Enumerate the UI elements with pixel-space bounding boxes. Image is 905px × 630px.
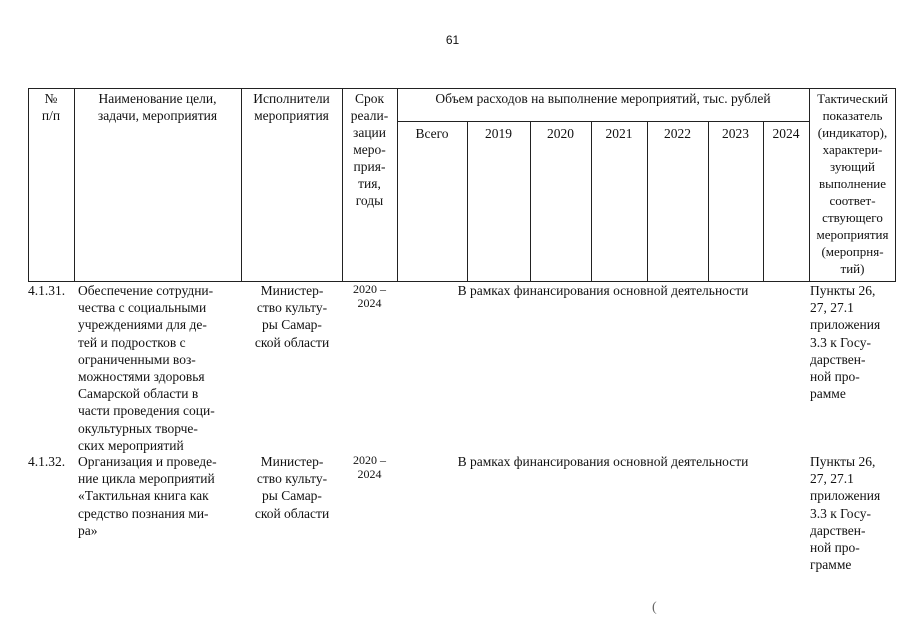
- header-name: Наименование цели, задачи, мероприятия: [97, 91, 218, 123]
- col-border: [530, 121, 531, 282]
- header-indicator: Тактический показатель (индикатор), характери- зующий выполнение соответ- ствующего мероприятия (меропрня- тий): [816, 91, 889, 276]
- table-row: [28, 453, 896, 573]
- header-year-2019: 2019: [485, 126, 512, 141]
- row-financing: В рамках финансирования основной деятельности: [457, 283, 749, 298]
- header-num: № п/п: [41, 91, 61, 123]
- row-indicator: Пункты 26, 27, 27.1 приложения 3.3 к Госу- дарствен- ной про- грамме: [810, 454, 881, 573]
- header-year-2022: 2022: [664, 126, 691, 141]
- col-border: [647, 121, 648, 282]
- header-year-2024: 2024: [772, 126, 800, 141]
- col-border: [591, 121, 592, 282]
- row-term: 2020 – 2024: [353, 282, 386, 310]
- header-term: Срок реали- зации меро- прия- тия, годы: [350, 91, 389, 208]
- row-number: 4.1.31.: [28, 283, 66, 298]
- table-header: [28, 88, 896, 282]
- row-number: 4.1.32.: [28, 454, 66, 469]
- col-border: [708, 121, 709, 282]
- col-border: [763, 121, 764, 282]
- scan-mark: (: [652, 600, 657, 615]
- row-name: Организация и проведе- ние цикла мероприятий «Тактильная книга как средство познания ми- ра»: [78, 454, 217, 538]
- header-year-2021: 2021: [605, 126, 633, 141]
- header-top-border: [28, 88, 896, 89]
- header-executors: Исполнители мероприятия: [253, 91, 330, 123]
- header-expenses: Объем расходов на выполнение мероприятий, тыс. рублей: [435, 91, 771, 106]
- row-term: 2020 – 2024: [353, 453, 386, 481]
- row-indicator: Пункты 26, 27, 27.1 приложения 3.3 к Госу- дарствен- ной про- рамме: [810, 283, 881, 402]
- col-border: [467, 121, 468, 282]
- header-year-2020: 2020: [547, 126, 574, 141]
- header-year-total: Всего: [415, 126, 449, 141]
- years-divider: [397, 121, 809, 122]
- header-year-2023: 2023: [722, 126, 749, 141]
- col-border: [397, 88, 398, 282]
- page-number: 61: [445, 33, 460, 47]
- row-financing: В рамках финансирования основной деятельности: [457, 454, 749, 469]
- table-row: [28, 282, 896, 452]
- row-executor: Министер- ство культу- ры Самар- ской области: [254, 283, 330, 350]
- row-name: Обеспечение сотрудни- чества с социальными учреждениями для де- тей и подростков с ограниченными воз- можностями здоровья Самарской области в части проведения соци- окультурных творче- ских мероприятий: [78, 283, 215, 453]
- row-executor: Министер- ство культу- ры Самар- ской области: [254, 454, 330, 521]
